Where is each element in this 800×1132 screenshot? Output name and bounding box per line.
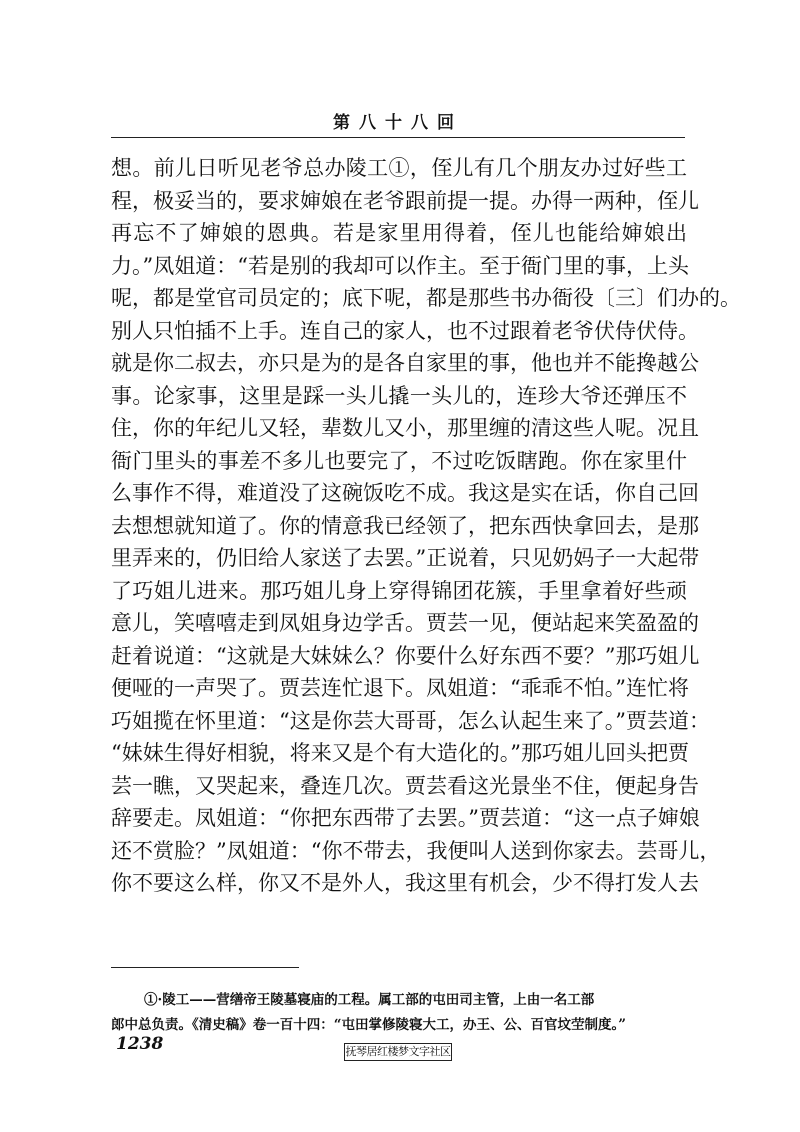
text-line: 去想想就知道了。你的情意我已经领了，把东西快拿回去，是那 bbox=[111, 513, 699, 538]
footnote bbox=[111, 988, 685, 1038]
text-line: 里弄来的，仍旧给人家送了去罢。”正说着，只见奶妈子一大起带 bbox=[111, 546, 700, 570]
text-line: 辞要走。凤姐道：“你把东西带了去罢。”贾芸道：“这一点子婶娘 bbox=[111, 806, 700, 830]
text-line: 就是你二叔去，亦只是为的是各自家里的事，他也并不能搀越公 bbox=[111, 351, 699, 375]
text-line: 别人只怕插不上手。连自己的家人，也不过跟着老爷伏侍伏侍。 bbox=[111, 318, 699, 343]
text-line: 巧姐揽在怀里道：“这是你芸大哥哥，怎么认起生来了。”贾芸道： bbox=[111, 708, 710, 733]
text-line: 程，极妥当的，要求婶娘在老爷跟前提一提。办得一两种，侄儿 bbox=[111, 188, 699, 213]
text-line: 住，你的年纪儿又轻，辈数儿又小，那里缠的清这些人呢。况且 bbox=[111, 416, 699, 440]
text-line: 便哑的一声哭了。贾芸连忙退下。凤姐道：“乖乖不怕。”连忙将 bbox=[111, 676, 689, 700]
text-line: 了巧姐儿进来。那巧姐儿身上穿得锦团花簇，手里拿着好些顽 bbox=[111, 578, 687, 603]
text-line: 赶着说道：“这就是大妹妹么？你要什么好东西不要？”那巧姐儿 bbox=[111, 643, 700, 668]
text-line: 意儿，笑嘻嘻走到凤姐身边学舌。贾芸一见，便站起来笑盈盈的 bbox=[111, 611, 699, 635]
text-line: 力。”凤姐道：“若是别的我却可以作主。至于衙门里的事，上头 bbox=[111, 253, 689, 278]
text-line: 想。前儿日听见老爷总办陵工①，侄儿有几个朋友办过好些工 bbox=[111, 156, 687, 180]
text-line: 事。论家事，这里是踩一头儿撬一头儿的，连珍大爷还弹压不 bbox=[111, 383, 687, 408]
text-line: 么事作不得，难道没了这碗饭吃不成。我这是实在话，你自己回 bbox=[111, 481, 699, 505]
text-line: 再忘不了婶娘的恩典。若是家里用得着，侄儿也能给婶娘出 bbox=[111, 221, 687, 245]
header-rule bbox=[111, 137, 685, 138]
text-line: “妹妹生得好相貌，将来又是个有大造化的。”那巧姐儿回头把贾 bbox=[111, 741, 689, 765]
footnote-line: 郎中总负责。《清史稿》卷一百十四：“屯田掌修陵寝大工，办王、公、百官坟茔制度。” bbox=[111, 1017, 627, 1033]
watermark-stamp: 抚琴居红楼梦文字社区 bbox=[344, 1043, 452, 1061]
text-line: 你不要这么样，你又不是外人，我这里有机会，少不得打发人去 bbox=[111, 871, 699, 895]
page-number: 1238 bbox=[116, 1034, 164, 1054]
text-line: 芸一瞧，又哭起来，叠连几次。贾芸看这光景坐不住，便起身告 bbox=[111, 773, 699, 798]
main-text bbox=[111, 152, 741, 900]
footnote-line: ①·陵工——营缮帝王陵墓寝庙的工程。属工部的屯田司主管，上由一名工部 bbox=[144, 992, 595, 1008]
text-line: 衙门里头的事差不多儿也要完了，不过吃饭瞎跑。你在家里什 bbox=[111, 448, 687, 473]
footnote-rule bbox=[111, 967, 299, 968]
chapter-header: 第八十八回 bbox=[333, 113, 463, 133]
text-line: 还不赏脸？”凤姐道：“你不带去，我便叫人送到你家去。芸哥儿， bbox=[111, 838, 721, 863]
text-line: 呢，都是堂官司员定的；底下呢，都是那些书办衙役〔三〕们办的。 bbox=[111, 286, 741, 310]
